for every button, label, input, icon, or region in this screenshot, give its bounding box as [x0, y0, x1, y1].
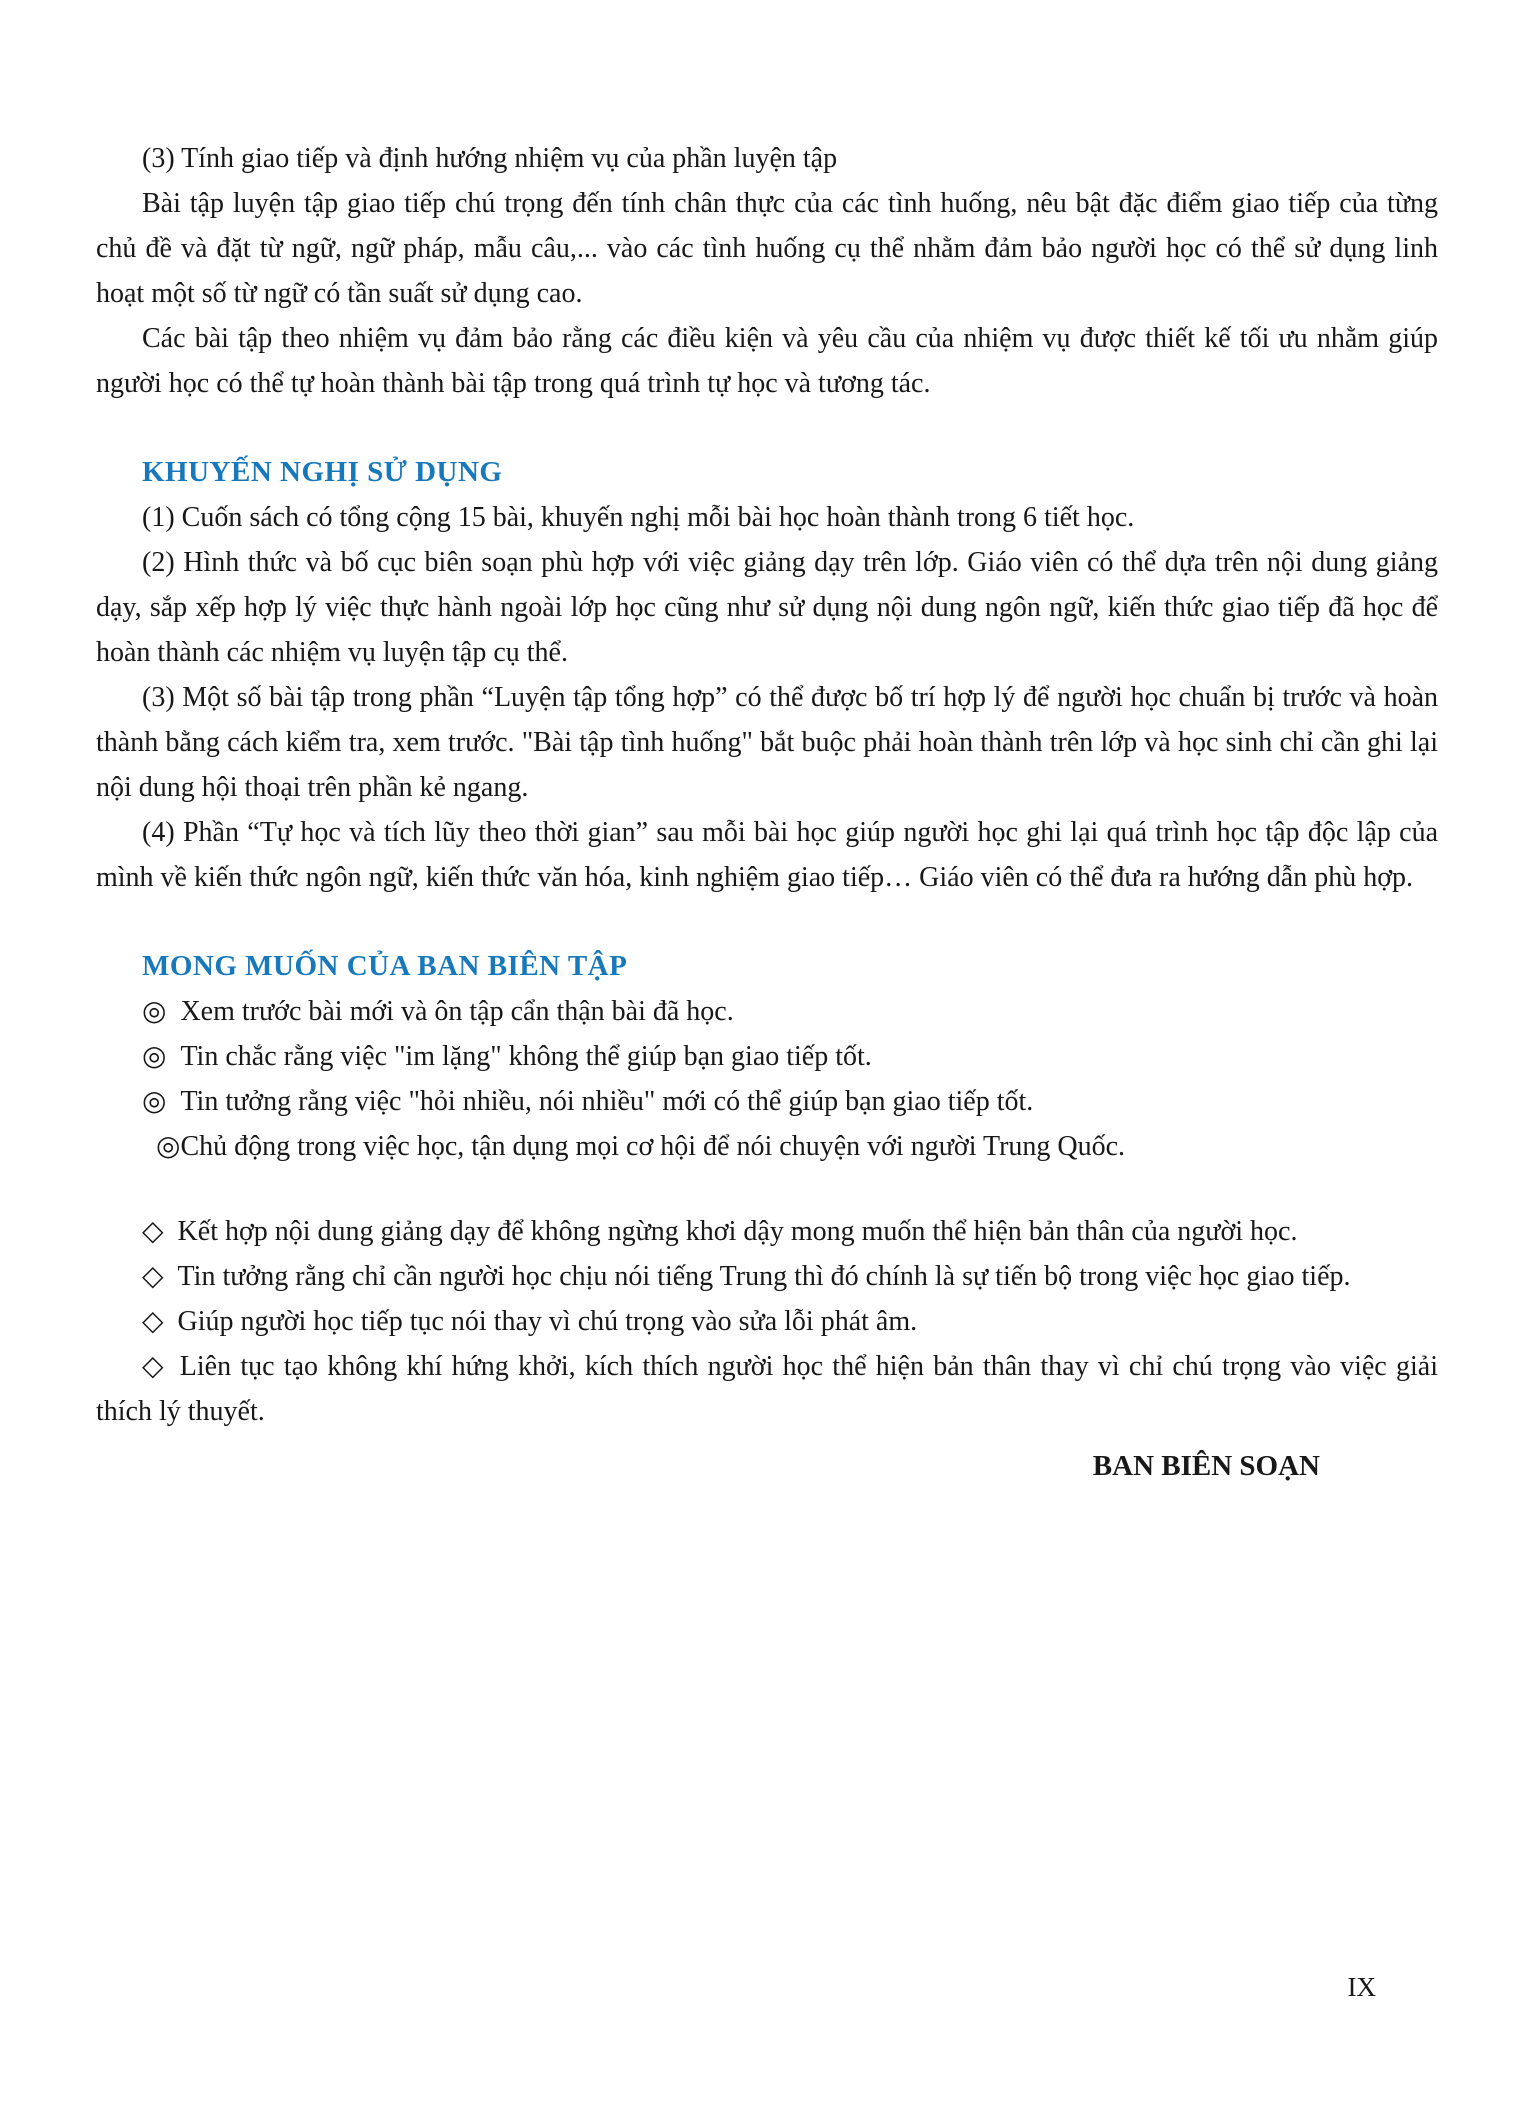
paragraph: Bài tập luyện tập giao tiếp chú trọng đến tính chân thực của các tình huống, nêu bật đặc điểm giao tiếp của từng chủ đề và đặt từ ngữ, ngữ pháp, mẫu câu,... vào các tình huống cụ thể nhằm đảm bảo người học có thể sử dụng linh hoạt một số từ ngữ có tần suất sử dụng cao. [96, 188, 1438, 309]
list-item [96, 1209, 1438, 1254]
list-item [96, 1344, 1438, 1434]
circle-bullet-icon: ◎ [142, 1086, 167, 1117]
circle-bullet-icon: ◎ [156, 1131, 181, 1162]
signature: BAN BIÊN SOẠN [1092, 1450, 1320, 1482]
list-item-text: Tin tưởng rằng chỉ cần người học chịu nói tiếng Trung thì đó chính là sự tiến bộ trong việc học giao tiếp. [177, 1261, 1351, 1292]
paragraph: (3) Tính giao tiếp và định hướng nhiệm vụ của phần luyện tập [142, 143, 838, 174]
list-item-text: Tin tưởng rằng việc "hỏi nhiều, nói nhiều" mới có thể giúp bạn giao tiếp tốt. [180, 1086, 1034, 1117]
paragraph: (4) Phần “Tự học và tích lũy theo thời gian” sau mỗi bài học giúp người học ghi lại quá trình học tập độc lập của mình về kiến thức ngôn ngữ, kiến thức văn hóa, kinh nghiệm giao tiếp… Giáo viên có thể đưa ra hướng dẫn phù hợp. [96, 817, 1438, 893]
list-item [96, 1254, 1438, 1299]
circle-bullet-icon: ◎ [142, 996, 167, 1027]
list-item-text: Tin chắc rằng việc "im lặng" không thể giúp bạn giao tiếp tốt. [180, 1041, 872, 1072]
list-item [96, 989, 1438, 1034]
spacer [96, 1169, 1438, 1209]
diamond-bullet-icon: ◇ [142, 1216, 164, 1247]
paragraph: (3) Một số bài tập trong phần “Luyện tập tổng hợp” có thể được bố trí hợp lý để người học chuẩn bị trước và hoàn thành bằng cách kiểm tra, xem trước. "Bài tập tình huống" bắt buộc phải hoàn thành trên lớp và học sinh chỉ cần ghi lại nội dung hội thoại trên phần kẻ ngang. [96, 682, 1438, 803]
page-number: IX [1347, 1972, 1376, 2002]
section-heading-wishes: MONG MUỐN CỦA BAN BIÊN TẬP [142, 950, 628, 982]
list-item [96, 1079, 1438, 1124]
paragraph: (2) Hình thức và bố cục biên soạn phù hợp với việc giảng dạy trên lớp. Giáo viên có thể dựa trên nội dung giảng dạy, sắp xếp hợp lý việc thực hành ngoài lớp học cũng như sử dụng nội dung ngôn ngữ, kiến thức giao tiếp đã học để hoàn thành các nhiệm vụ luyện tập cụ thể. [96, 547, 1438, 668]
circle-bullet-icon: ◎ [142, 1041, 167, 1072]
list-item-text: Liên tục tạo không khí hứng khởi, kích thích người học thể hiện bản thân thay vì chỉ chú trọng vào việc giải thích lý thuyết. [96, 1351, 1438, 1427]
diamond-bullet-icon: ◇ [142, 1306, 164, 1337]
diamond-bullet-icon: ◇ [142, 1261, 164, 1292]
list-item-text: Xem trước bài mới và ôn tập cẩn thận bài đã học. [180, 996, 734, 1027]
list-item-text: Giúp người học tiếp tục nói thay vì chú trọng vào sửa lỗi phát âm. [177, 1306, 918, 1337]
list-item [96, 1034, 1438, 1079]
list-item-text: Kết hợp nội dung giảng dạy để không ngừng khơi dậy mong muốn thể hiện bản thân của người học. [177, 1216, 1298, 1247]
diamond-bullet-icon: ◇ [142, 1351, 166, 1382]
paragraph: (1) Cuốn sách có tổng cộng 15 bài, khuyến nghị mỗi bài học hoàn thành trong 6 tiết học. [142, 502, 1135, 533]
page-content [96, 136, 1438, 1489]
paragraph: Các bài tập theo nhiệm vụ đảm bảo rằng các điều kiện và yêu cầu của nhiệm vụ được thiết kế tối ưu nhằm giúp người học có thể tự hoàn thành bài tập trong quá trình tự học và tương tác. [96, 323, 1438, 399]
list-item [96, 1299, 1438, 1344]
list-item [96, 1124, 1438, 1169]
list-item-text: Chủ động trong việc học, tận dụng mọi cơ hội để nói chuyện với người Trung Quốc. [180, 1131, 1126, 1162]
section-heading-recommendations: KHUYẾN NGHỊ SỬ DỤNG [142, 456, 503, 488]
